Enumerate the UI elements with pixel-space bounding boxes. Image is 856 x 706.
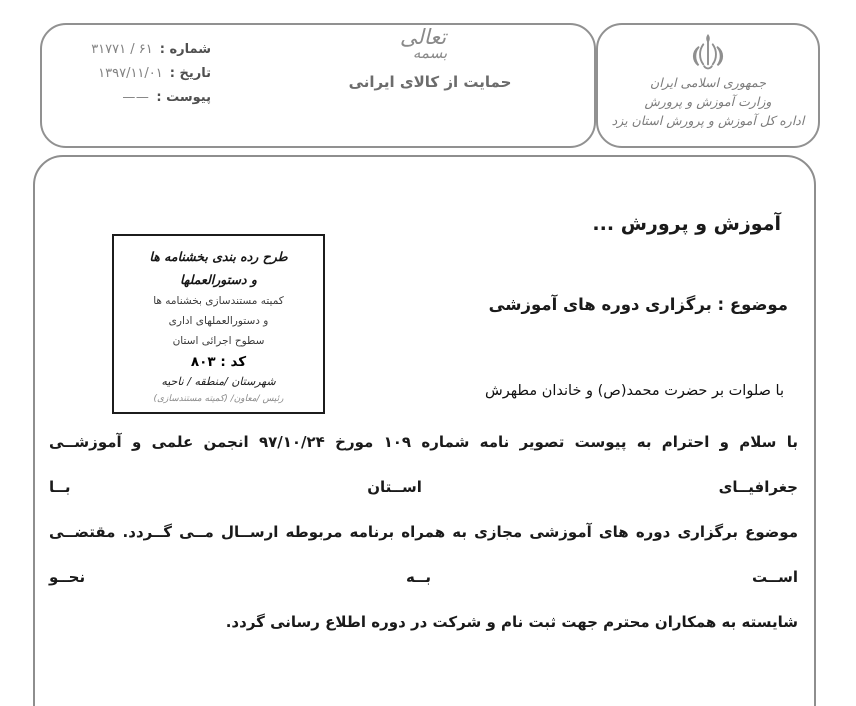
letter-attachment-label: پیوست : [156,90,211,105]
letter-date-label: تاریخ : [169,66,211,81]
year-slogan: حمایت از کالای ایرانی [348,73,512,91]
iran-emblem-icon [598,31,818,73]
org-line-department: اداره کل آموزش و پرورش استان یزد [611,113,805,128]
salutation-line: با صلوات بر حضرت محمد(ص) و خاندان مطهرش [485,383,784,399]
stamp-committee-line2: و دستورالعملهای اداری [168,315,269,327]
stamp-committee-line1: کمیته مستندسازی بخشنامه ها [153,295,284,307]
org-line-ministry: وزارت آموزش و پرورش [644,94,772,109]
stamp-title-line1: طرح رده بندی بخشنامه ها [149,249,288,264]
besmellah-top-word: تعالی [399,25,447,49]
stamp-code: کد : ۸۰۳ [190,354,247,370]
letter-attachment-row [49,90,211,105]
besmellah-calligraphy [280,27,580,61]
stamp-committee-line3: سطوح اجرائی استان [172,335,265,347]
letter-attachment-value: —— [122,90,150,105]
organization-box [596,23,820,148]
classification-stamp [112,234,325,414]
letter-date-value: ۱۳۹۷/۱۱/۰۱ [98,66,163,81]
letter-number-label: شماره : [159,42,211,57]
stamp-region-line: شهرستان /منطقه / ناحیه [161,375,276,388]
letter-body-box [33,155,816,706]
paragraph-line-1: با سلام و احترام به پیوست تصویر نامه شماره ۱۰۹ مورخ ۹۷/۱۰/۲۴ انجمن علمی و آموزشــی جغرافیــای اســتان بــا [49,433,798,496]
letter-number-row [49,42,211,57]
header-center [280,27,580,91]
letter-paragraph [49,420,798,645]
letter-meta [49,42,211,114]
paragraph-line-2: موضوع برگزاری دوره های آموزشی مجازی به همراه برنامه مربوطه ارســال مــی گــردد. مقتضــی اســت بــه نحــو [49,523,798,586]
stamp-title-line2: و دستورالعملها [180,272,257,287]
letter-number-value: ۳۱۷۷۱ / ۶۱ [91,42,153,57]
subject-line: موضوع : برگزاری دوره های آموزشی [488,295,788,314]
besmellah-bottom-word: بسمه [412,44,448,62]
letter-date-row [49,66,211,81]
addressee-line: آموزش و پرورش ... [592,213,781,235]
stamp-signature-line: رئیس /معاون/ (کمیته مستندسازی) [153,394,284,404]
org-line-country: جمهوری اسلامی ایران [650,75,766,90]
paragraph-line-3: شایسته به همکاران محترم جهت ثبت نام و شرکت در دوره اطلاع رسانی گردد. [225,613,798,631]
